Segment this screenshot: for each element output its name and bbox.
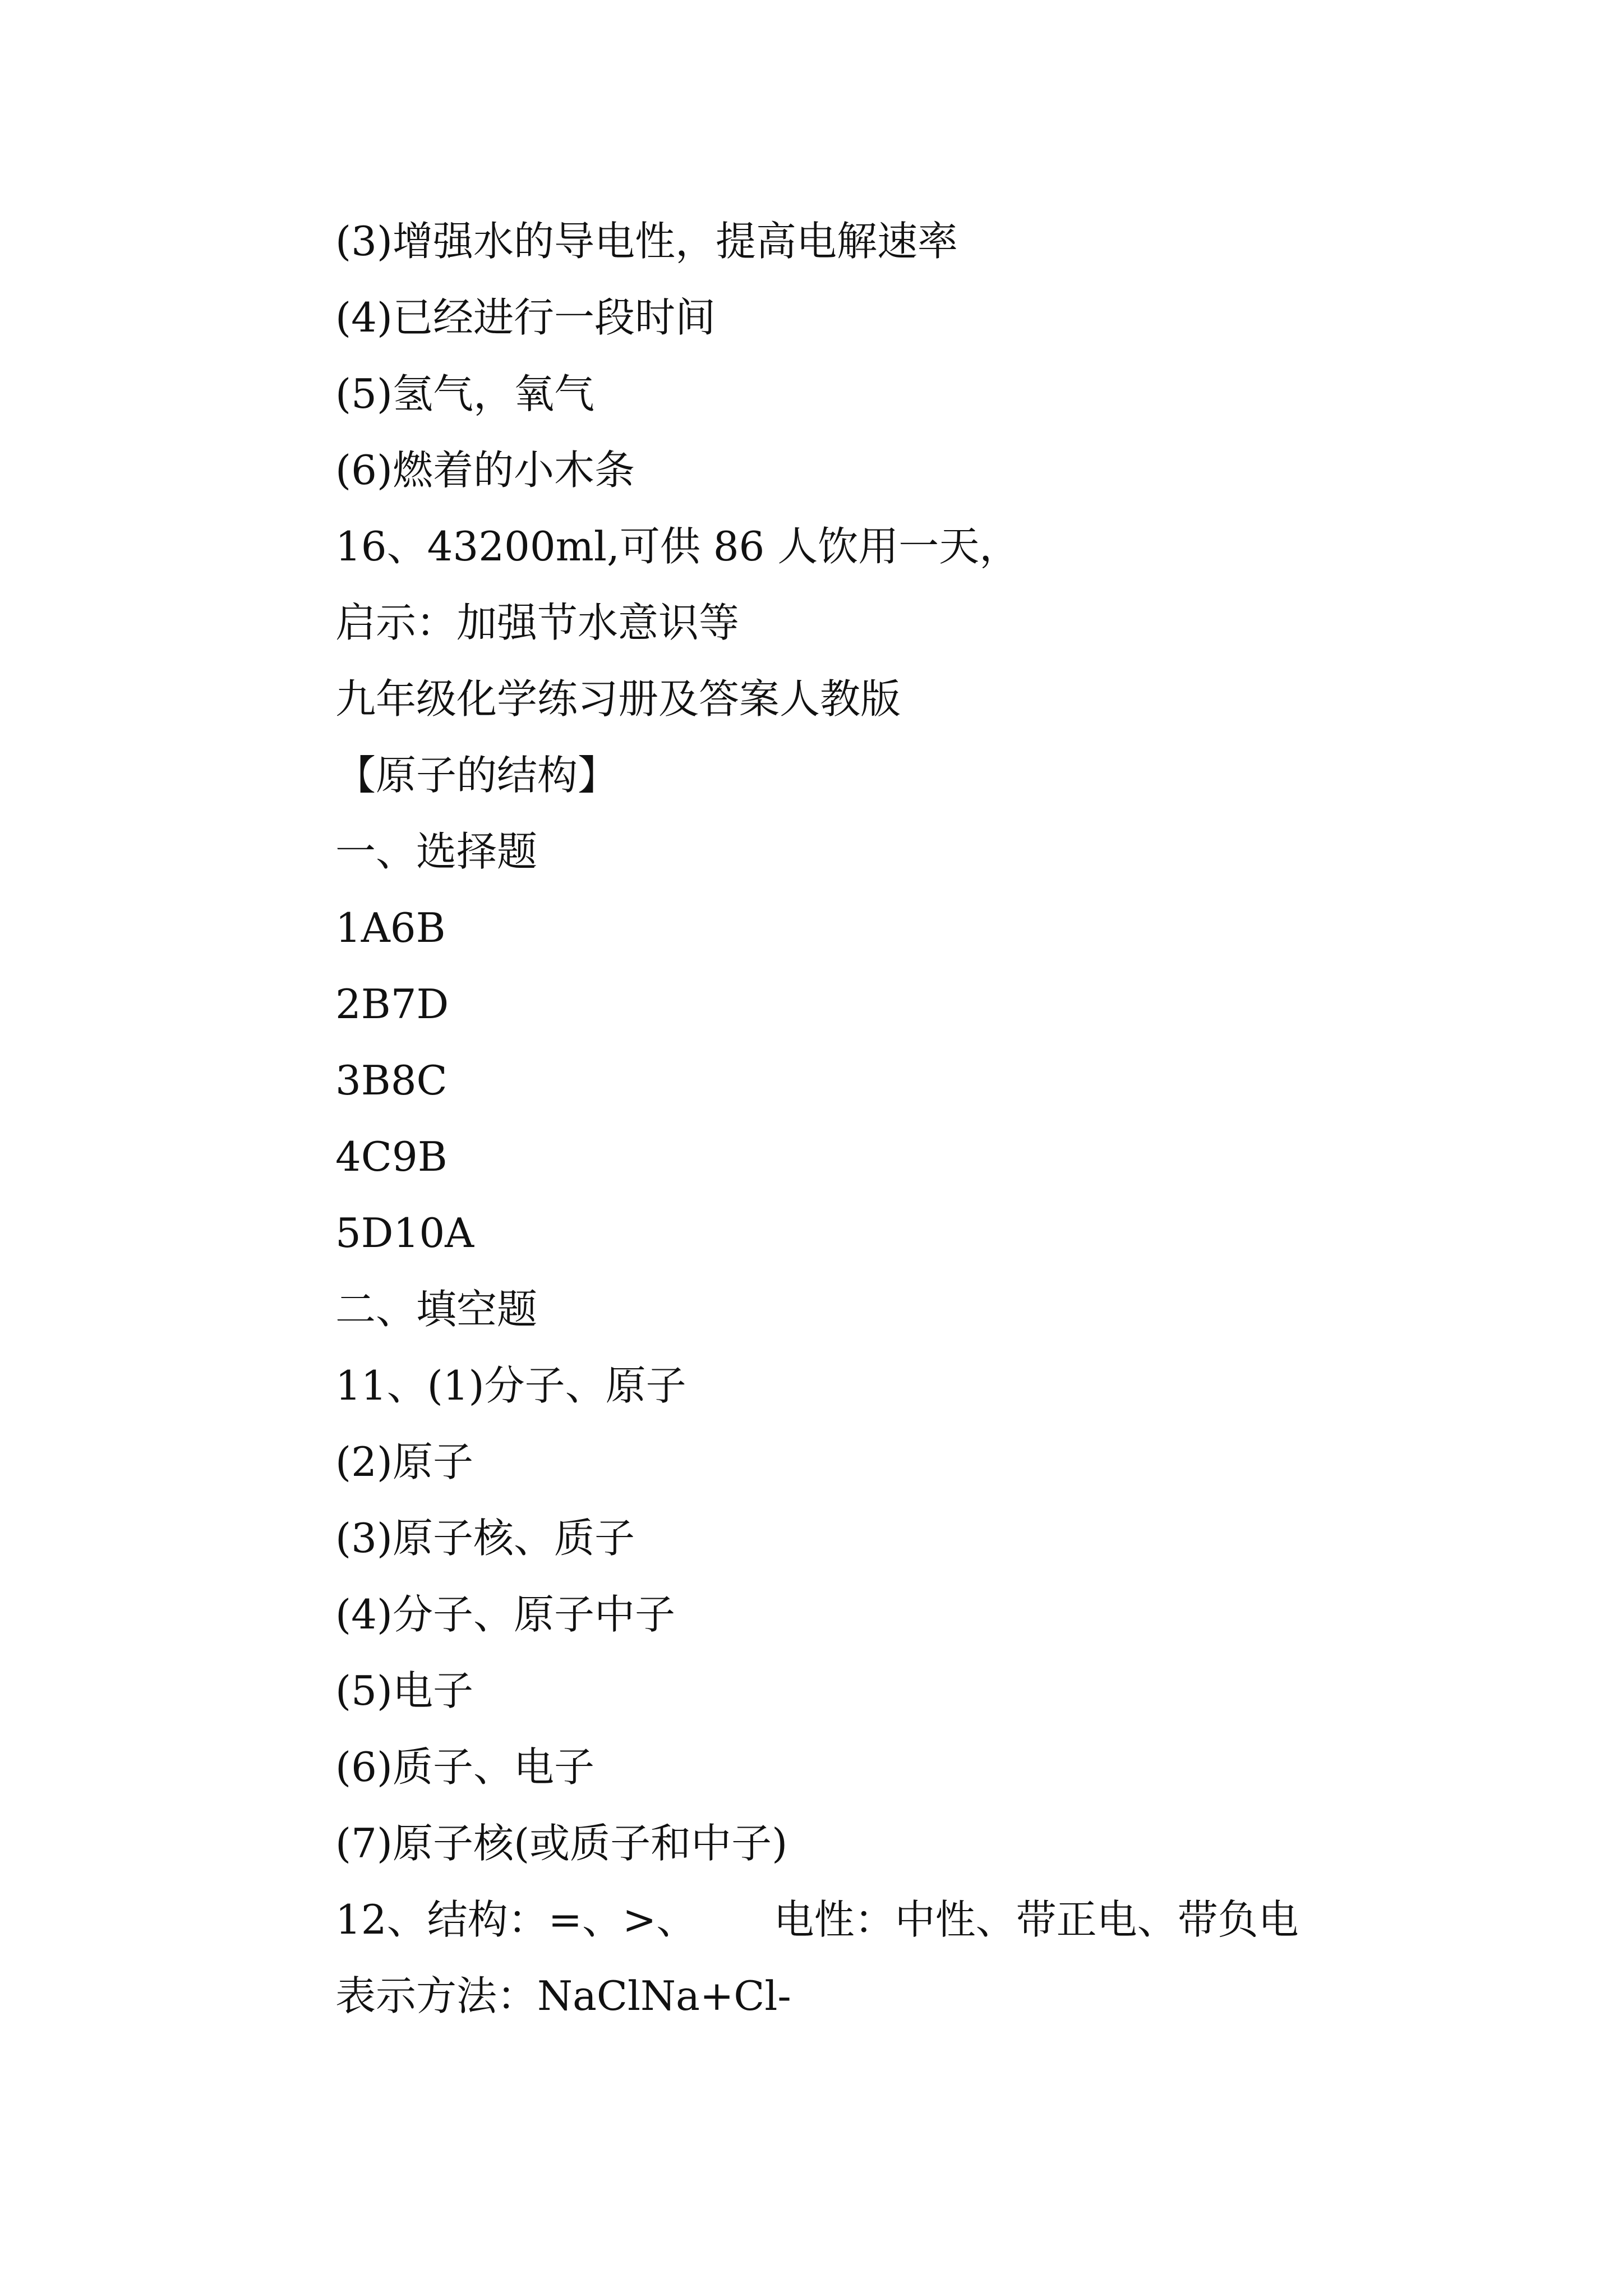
fill-answer-11-7: (7)原子核(或质子和中子) (335, 1820, 788, 1867)
answer-line-6-stick: (6)燃着的小木条 (335, 447, 635, 494)
answer-line-3-conductivity: (3)增强水的导电性，提高电解速率 (335, 218, 958, 265)
answer-line-16-water: 16、43200ml,可供 86 人饮用一天， (335, 523, 1020, 570)
fill-blank-heading: 二、填空题 (335, 1286, 538, 1333)
fill-answer-12-notation: 表示方法：NaClNa+Cl- (335, 1972, 791, 2019)
answer-line-4-time: (4)已经进行一段时间 (335, 294, 716, 341)
section-title: 九年级化学练习册及答案人教版 (335, 675, 901, 723)
choice-answer-row: 5D10A (335, 1209, 474, 1257)
multiple-choice-heading: 一、选择题 (335, 828, 538, 875)
choice-answer-row: 3B8C (335, 1057, 448, 1104)
fill-answer-11-1: 11、(1)分子、原子 (335, 1362, 686, 1409)
choice-answer-row: 4C9B (335, 1133, 448, 1180)
answer-line-inspiration: 启示：加强节水意识等 (335, 599, 740, 646)
fill-answer-11-6: (6)质子、电子 (335, 1743, 594, 1791)
choice-answer-row: 2B7D (335, 981, 449, 1028)
fill-answer-11-2: (2)原子 (335, 1438, 473, 1485)
answer-line-5-gases: (5)氢气，氧气 (335, 370, 594, 417)
fill-answer-11-4: (4)分子、原子中子 (335, 1591, 675, 1638)
fill-answer-11-3: (3)原子核、质子 (335, 1515, 635, 1562)
fill-answer-11-5: (5)电子 (335, 1667, 473, 1714)
chapter-heading: 【原子的结构】 (335, 752, 619, 799)
choice-answer-row: 1A6B (335, 904, 446, 951)
fill-answer-12-structure: 12、结构：=、>、 电性：中性、带正电、带负电 (335, 1896, 1299, 1943)
